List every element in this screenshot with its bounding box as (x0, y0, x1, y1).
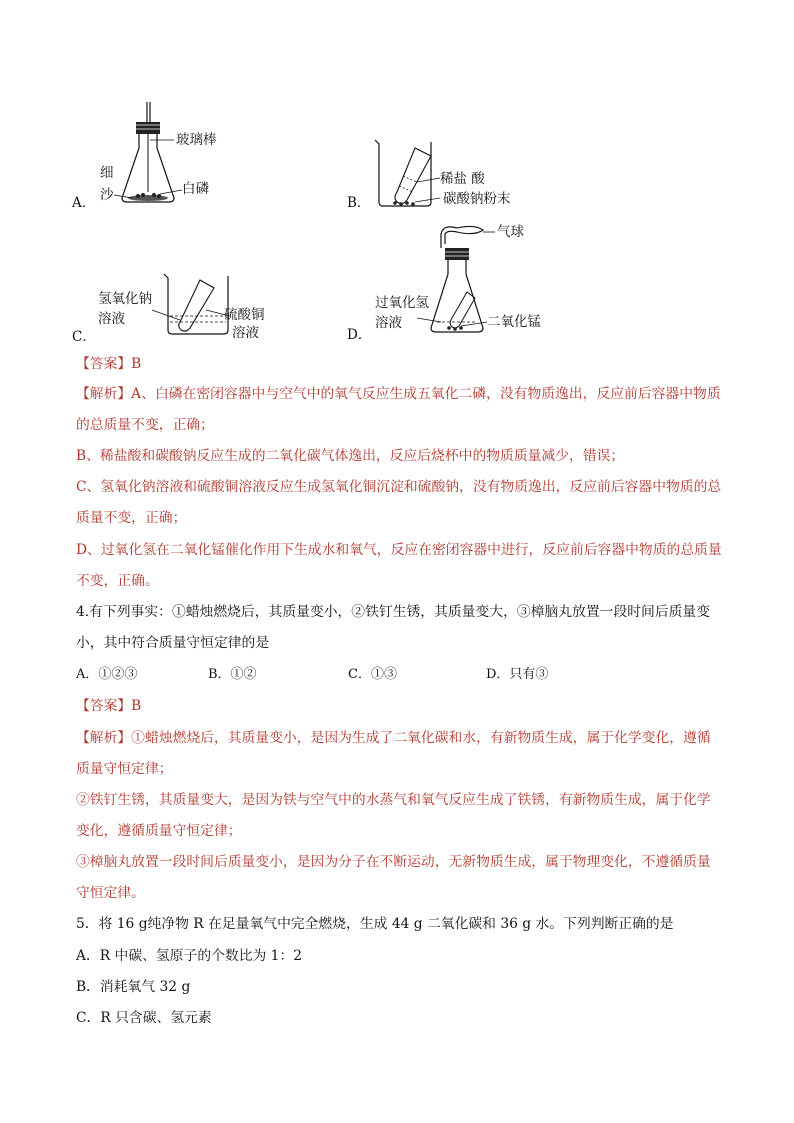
q4-option-a: A．①②③ (76, 667, 138, 682)
q3-answer: 【答案】B (76, 356, 142, 372)
figure-option-d (345, 222, 565, 350)
q4-analysis-line: 守恒定律。 (76, 885, 145, 901)
label-manganese-dioxide: 二氧化锰 (487, 314, 541, 330)
label-sodium-hydroxide: 氢氧化钠 (98, 291, 152, 307)
q5-option-b: B．消耗氧气 32 g (76, 979, 191, 995)
q5-option-a: A．R 中碳、氢原子的个数比为 1：2 (76, 948, 303, 964)
q4-option-c: C．①③ (348, 667, 397, 682)
q4-stem-line: 小，其中符合质量守恒定律的是 (76, 635, 270, 651)
option-letter-d: D． (347, 327, 372, 343)
q4-analysis-line: ②铁钉生锈，其质量变大，是因为铁与空气中的水蒸气和氧气反应生成了铁锈，有新物质生成，属于化学 (76, 792, 711, 808)
q4-analysis-line: 变化，遵循质量守恒定律； (76, 823, 242, 839)
q4-answer: 【答案】B (76, 698, 142, 714)
q3-analysis-line: 质量不变，正确； (76, 510, 187, 526)
q3-analysis-line: 的总质量不变，正确； (76, 417, 214, 433)
q4-analysis-line: ③樟脑丸放置一段时间后质量变小，是因为分子在不断运动，无新物质生成，属于物理变化，不遵循质量 (76, 854, 711, 870)
label-solution-c1: 溶液 (98, 311, 125, 327)
option-letter-c: C． (72, 329, 96, 345)
q3-analysis-line: 【解析】A、白磷在密闭容器中与空气中的氧气反应生成五氧化二磷，没有物质逸出，反应前后容器中物质 (76, 386, 721, 402)
label-copper-sulfate: 硫酸铜 (224, 307, 265, 323)
q4-analysis-line: 【解析】①蜡烛燃烧后，其质量变小，是因为生成了二氧化碳和水，有新物质生成，属于化学变化，遵循 (76, 730, 711, 746)
label-solution-d: 溶液 (375, 315, 402, 331)
q4-option-b: B．①② (208, 667, 257, 682)
label-solution-c2: 溶液 (232, 325, 259, 341)
label-glass-rod: 玻璃棒 (176, 132, 217, 148)
label-sand-1: 细 (100, 165, 114, 181)
option-letter-a: A． (72, 195, 96, 211)
q3-analysis-line: C、氢氧化钠溶液和硫酸铜溶液反应生成氢氧化铜沉淀和硫酸钠，没有物质逸出，反应前后容器中物质的总 (76, 479, 722, 495)
label-dilute-hcl: 稀盐 酸 (440, 171, 485, 187)
q3-analysis-line: 不变，正确。 (76, 573, 159, 589)
label-hydrogen-peroxide: 过氧化氢 (375, 295, 429, 311)
q3-analysis-line: D、过氧化氢在二氧化锰催化作用下生成水和氧气，反应在密闭容器中进行，反应前后容器中物质的总质量 (76, 542, 722, 558)
q4-stem-line: 4.有下列事实：①蜡烛燃烧后，其质量变小，②铁钉生锈，其质量变大，③樟脑丸放置一段时间后质量变 (76, 604, 711, 620)
q3-analysis-line: B、稀盐酸和碳酸钠反应生成的二氧化碳气体逸出，反应后烧杯中的物质质量减少，错误； (76, 448, 625, 464)
q5-stem: 5．将 16 g纯净物 R 在足量氧气中完全燃烧，生成 44 g 二氧化碳和 36 g 水。下列判断正确的是 (76, 916, 674, 932)
figure-option-b (345, 130, 545, 215)
label-sodium-carbonate: 碳酸钠粉末 (443, 191, 511, 207)
option-letter-b: B． (347, 195, 371, 211)
figure-option-c (70, 270, 290, 350)
label-balloon: 气球 (497, 224, 524, 240)
q5-option-c: C．R 只含碳、氢元素 (76, 1010, 212, 1026)
q4-analysis-line: 质量守恒定律； (76, 761, 173, 777)
label-white-phosphorus: 白磷 (182, 181, 209, 197)
label-sand-2: 沙 (100, 187, 114, 203)
figure-option-a (70, 100, 270, 210)
q4-option-d: D．只有③ (486, 667, 549, 682)
